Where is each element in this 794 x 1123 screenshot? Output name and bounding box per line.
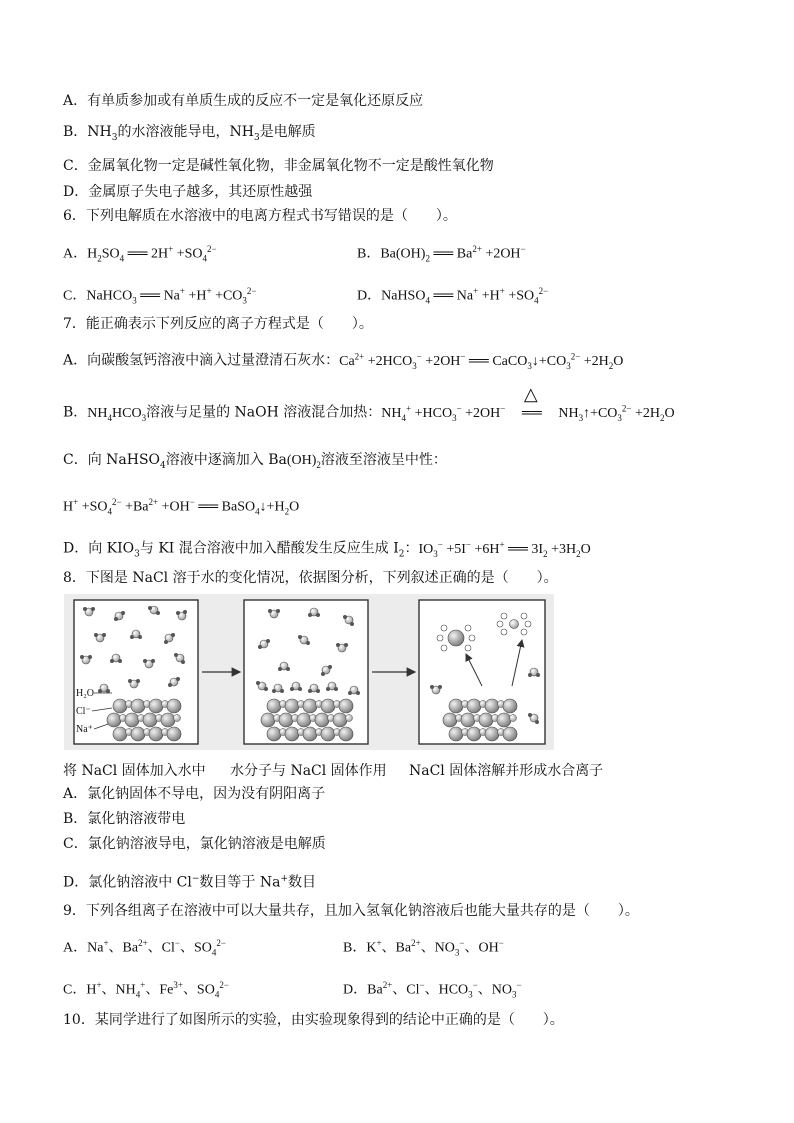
q7-c-post: 溶液至溶液呈中性： <box>320 452 447 468</box>
q10-stem: 10．某同学进行了如图所示的实验，由实验现象得到的结论中正确的是（ ）。 <box>63 1012 564 1028</box>
q8-d-post: 数目 <box>288 874 317 891</box>
q9-option-d: D．$Ba^{2+}$、Cl−、$HCO_3^-$、$NO_3^-$ <box>343 980 522 1000</box>
panel-2-nacl-crystal <box>261 699 353 741</box>
q6-d-label: D． <box>357 288 382 304</box>
q7-option-c: C．向 NaHSO$_4$溶液中逐滴加入 $Ba(OH)_2$溶液至溶液呈中性： <box>63 452 447 471</box>
q7-option-b: B．$NH_4HCO_3$溶液与足量的 NaOH 溶液混合加热：$NH_4^+ +HCO_3^- +2OH^-$ △ ══ $NH_3↑+CO_3^{2-} +2H_2O$ <box>63 383 675 423</box>
q9-option-c: C．H+、$NH_4^+$、$Fe^{3+}$、$SO_4^{2-}$ <box>63 980 229 1000</box>
q5-option-d: D．金属原子失电子越多，其还原性越强 <box>63 184 313 200</box>
panel-3-nacl-crystal <box>443 699 517 741</box>
q5-b-pre: B．NH <box>63 124 112 140</box>
q8-option-d: D．氯化钠溶液中 Cl−数目等于 Na+数目 <box>63 874 317 891</box>
q7-option-a: A．向碳酸氢钙溶液中滴入过量澄清石灰水：$Ca^{2+} +2HCO_3^- +2OH^-$ ══ $CaCO_3↓+CO_3^{2-} +2H_2O$ <box>63 351 624 371</box>
caption-1: 将 NaCl 固体加入水中 <box>63 763 206 779</box>
q8-stem: 8．下图是 NaCl 溶于水的变化情况，依据图分析，下列叙述正确的是（ ）。 <box>63 570 558 586</box>
q7-a-text: A．向碳酸氢钙溶液中滴入过量澄清石灰水： <box>63 352 340 369</box>
q5-option-c: C．金属氧化物一定是碱性氧化物，非金属氧化物不一定是酸性氧化物 <box>63 158 494 174</box>
q6-option-a: A．$H_2SO_4$ ══ $2H^+ +SO_4^{2-}$ <box>63 244 217 264</box>
q5-option-b: B．$NH_3$的水溶液能导电，$NH_3$是电解质 <box>63 124 316 143</box>
q6-option-c: C．NaHCO$_3$ ══ $Na^+ +H^+ +CO_3^{2-}$ <box>63 286 257 306</box>
label-na: Na⁺ <box>76 724 93 735</box>
q6-stem: 6．下列电解质在水溶液中的电离方程式书写错误的是（ ）。 <box>63 208 457 224</box>
q7-c-text: 溶液中逐滴加入 Ba <box>165 452 287 468</box>
q9-option-b: B．K+、$Ba^{2+}$、$NO_3^-$、OH− <box>343 938 504 958</box>
q9-d-label: D． <box>343 982 368 998</box>
q9-stem: 9．下列各组离子在溶液中可以大量共存，且加入氢氧化钠溶液后也能大量共存的是（ ）。 <box>63 903 639 919</box>
q6-a-label: A． <box>63 246 88 262</box>
q7-stem: 7．能正确表示下列反应的离子方程式是（ ）。 <box>63 316 373 332</box>
q8-d-mid: 数目等于 Na <box>199 874 281 891</box>
q6-b-label: B． <box>357 246 381 262</box>
q9-a-label: A． <box>63 940 88 956</box>
q8-option-c: C．氯化钠溶液导电，氯化钠溶液是电解质 <box>63 836 326 852</box>
q5-b-post: 是电解质 <box>259 124 316 140</box>
q7-d-mid: 与 KI 混合溶液中加入醋酸发生反应生成 I <box>139 540 399 557</box>
caption-3: NaCl 固体溶解并形成水合离子 <box>409 763 604 779</box>
caption-2: 水分子与 NaCl 固体作用 <box>230 763 387 779</box>
q6-option-d: D．NaHSO$_4$ ══ $Na^+ +H^+ +SO_4^{2-}$ <box>357 286 549 306</box>
nacl-figure-svg <box>64 594 554 750</box>
q8-option-b: B．氯化钠溶液带电 <box>63 811 186 827</box>
panel-1-nacl-crystal <box>107 699 181 741</box>
q7-option-c-equation: $H^+ +SO_4^{2-} +Ba^{2+} +OH^-$ ══ $BaSO_4↓+H_2O$ <box>63 497 300 517</box>
q5-option-a: A．有单质参加或有单质生成的反应不一定是氧化还原反应 <box>63 93 424 109</box>
q7-option-d: D．向 $KIO_3$与 KI 混合溶液中加入醋酸发生反应生成 $I_2$：$IO_3^- +5I^- +6H^+$ ══ $3I_2 +3H_2O$ <box>63 539 591 560</box>
label-cl: Cl⁻ <box>76 706 91 717</box>
q7-c-pre: C．向 NaHSO <box>63 452 161 468</box>
q7-d-pre: D．向 KIO <box>63 540 135 557</box>
q9-b-label: B． <box>343 940 367 956</box>
q7-b-text: 溶液与足量的 NaOH 溶液混合加热： <box>146 404 382 421</box>
label-h2o: H₂O <box>76 688 94 699</box>
q6-option-b: B．$Ba(OH)_2$ ══ $Ba^{2+} +2OH^-$ <box>357 244 526 264</box>
nacl-dissolution-figure <box>64 594 554 750</box>
q7-d-post: ： <box>404 540 419 557</box>
q8-option-a: A．氯化钠固体不导电，因为没有阴阳离子 <box>63 786 326 802</box>
q9-c-label: C． <box>63 982 87 998</box>
q5-b-mid: 的水溶液能导电，NH <box>117 124 254 140</box>
q9-option-a: A．Na+、$Ba^{2+}$、Cl−、$SO_4^{2-}$ <box>63 938 226 958</box>
q7-b-pre: B． <box>63 404 88 421</box>
q6-c-label: C． <box>63 288 87 304</box>
q8-d-pre: D．氯化钠溶液中 Cl <box>63 874 192 891</box>
